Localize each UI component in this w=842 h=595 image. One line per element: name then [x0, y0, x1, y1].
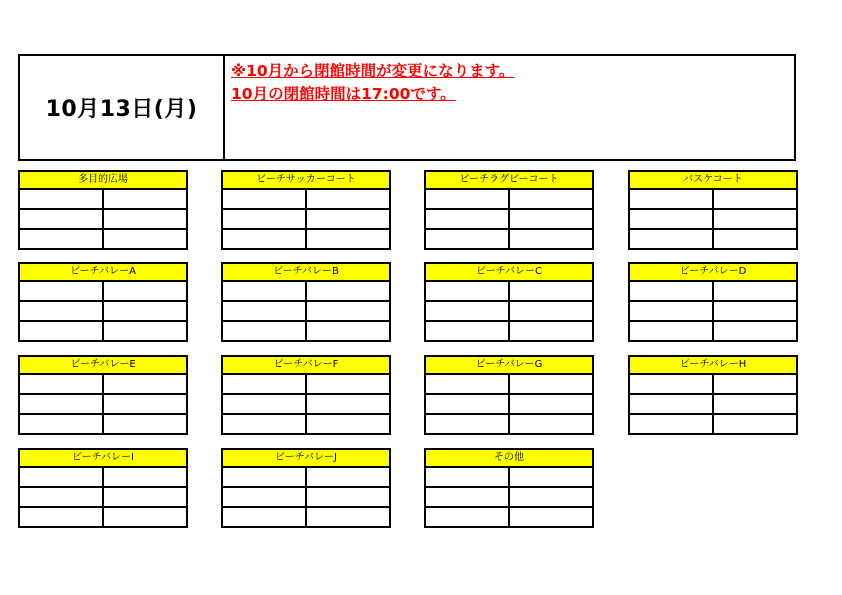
court-row: [630, 228, 796, 248]
court-row: [630, 320, 796, 340]
court-cell: [712, 282, 796, 300]
court-cell: [630, 302, 712, 320]
court-cell: [305, 395, 389, 413]
court-cell: [102, 508, 186, 526]
court-cell: [223, 210, 305, 228]
court-cell: [712, 322, 796, 340]
court-title: ビーチバレーB: [223, 264, 389, 282]
court-cell: [508, 302, 592, 320]
court-cell: [426, 230, 508, 248]
court-cell: [508, 508, 592, 526]
court-row: [630, 300, 796, 320]
court-row: [426, 468, 592, 486]
court-cell: [508, 468, 592, 486]
court-row: [426, 282, 592, 300]
court-row: [223, 320, 389, 340]
court-row: [223, 486, 389, 506]
court-cell: [223, 282, 305, 300]
court-row: [426, 300, 592, 320]
court-cell: [20, 468, 102, 486]
court-cell: [426, 375, 508, 393]
court-block-beach-volleyball-h: [628, 355, 798, 435]
court-block-beach-soccer: [221, 170, 391, 250]
court-cell: [712, 375, 796, 393]
court-row: [426, 208, 592, 228]
court-cell: [712, 302, 796, 320]
court-row: [630, 413, 796, 433]
court-cell: [223, 415, 305, 433]
court-row: [20, 393, 186, 413]
court-cell: [20, 415, 102, 433]
court-cell: [426, 282, 508, 300]
court-cell: [508, 282, 592, 300]
court-cell: [426, 508, 508, 526]
court-cell: [223, 488, 305, 506]
court-row: [20, 375, 186, 393]
court-cell: [20, 210, 102, 228]
court-block-other: [424, 448, 594, 528]
court-row: [223, 282, 389, 300]
court-row: [20, 300, 186, 320]
court-row: [223, 413, 389, 433]
notice-line-2: 10月の閉館時間は17:00です。: [231, 85, 456, 103]
court-cell: [630, 322, 712, 340]
court-cell: [305, 282, 389, 300]
court-cell: [426, 322, 508, 340]
court-cell: [305, 190, 389, 208]
court-block-beach-volleyball-c: [424, 262, 594, 342]
court-cell: [305, 375, 389, 393]
court-row: [426, 375, 592, 393]
court-row: [20, 282, 186, 300]
court-cell: [223, 230, 305, 248]
court-cell: [102, 488, 186, 506]
court-cell: [102, 322, 186, 340]
court-row: [223, 190, 389, 208]
court-row: [630, 393, 796, 413]
court-block-beach-volleyball-i: [18, 448, 188, 528]
court-cell: [20, 230, 102, 248]
court-cell: [508, 395, 592, 413]
court-cell: [305, 322, 389, 340]
court-cell: [630, 375, 712, 393]
court-cell: [426, 415, 508, 433]
court-title: バスケコート: [630, 172, 796, 190]
court-cell: [20, 302, 102, 320]
court-cell: [426, 468, 508, 486]
court-cell: [20, 395, 102, 413]
header-box: [18, 54, 796, 161]
court-row: [426, 486, 592, 506]
court-row: [630, 208, 796, 228]
court-row: [426, 320, 592, 340]
court-cell: [223, 468, 305, 486]
court-title: ビーチバレーI: [20, 450, 186, 468]
court-cell: [508, 190, 592, 208]
court-title: ビーチバレーD: [630, 264, 796, 282]
court-cell: [508, 210, 592, 228]
court-cell: [305, 468, 389, 486]
court-cell: [426, 210, 508, 228]
court-row: [426, 393, 592, 413]
court-cell: [712, 190, 796, 208]
court-cell: [426, 488, 508, 506]
court-title: ビーチバレーC: [426, 264, 592, 282]
court-cell: [102, 302, 186, 320]
court-cell: [223, 508, 305, 526]
court-cell: [223, 395, 305, 413]
court-cell: [508, 230, 592, 248]
court-title: ビーチラグビーコート: [426, 172, 592, 190]
court-title: ビーチバレーA: [20, 264, 186, 282]
court-row: [223, 208, 389, 228]
court-cell: [20, 282, 102, 300]
court-cell: [712, 210, 796, 228]
court-cell: [630, 230, 712, 248]
court-cell: [426, 302, 508, 320]
court-block-multipurpose-plaza: [18, 170, 188, 250]
court-cell: [508, 488, 592, 506]
court-block-beach-volleyball-a: [18, 262, 188, 342]
court-cell: [102, 210, 186, 228]
court-row: [426, 506, 592, 526]
court-cell: [102, 375, 186, 393]
court-cell: [426, 395, 508, 413]
court-block-beach-volleyball-g: [424, 355, 594, 435]
court-title: ビーチバレーE: [20, 357, 186, 375]
court-title: ビーチバレーH: [630, 357, 796, 375]
court-cell: [508, 415, 592, 433]
court-cell: [102, 395, 186, 413]
court-row: [20, 486, 186, 506]
court-cell: [305, 230, 389, 248]
court-cell: [426, 190, 508, 208]
court-cell: [630, 415, 712, 433]
court-cell: [508, 322, 592, 340]
court-block-beach-volleyball-j: [221, 448, 391, 528]
court-row: [20, 413, 186, 433]
court-cell: [102, 230, 186, 248]
court-cell: [305, 415, 389, 433]
court-row: [630, 375, 796, 393]
court-row: [20, 208, 186, 228]
court-cell: [20, 190, 102, 208]
court-row: [630, 190, 796, 208]
court-row: [223, 300, 389, 320]
court-cell: [630, 210, 712, 228]
court-cell: [102, 468, 186, 486]
court-cell: [102, 415, 186, 433]
notice-line-1: ※10月から閉館時間が変更になります。: [231, 62, 515, 80]
court-block-beach-volleyball-f: [221, 355, 391, 435]
court-block-beach-volleyball-d: [628, 262, 798, 342]
court-title: ビーチバレーF: [223, 357, 389, 375]
court-cell: [712, 230, 796, 248]
court-row: [630, 282, 796, 300]
court-cell: [20, 322, 102, 340]
court-row: [20, 228, 186, 248]
court-cell: [223, 322, 305, 340]
court-row: [223, 393, 389, 413]
notice-box: [225, 56, 520, 159]
court-cell: [223, 302, 305, 320]
court-cell: [223, 190, 305, 208]
court-cell: [20, 488, 102, 506]
court-row: [426, 228, 592, 248]
court-title: ビーチバレーJ: [223, 450, 389, 468]
court-cell: [223, 375, 305, 393]
court-cell: [712, 395, 796, 413]
court-block-basketball: [628, 170, 798, 250]
court-row: [20, 506, 186, 526]
court-row: [20, 468, 186, 486]
court-block-beach-rugby: [424, 170, 594, 250]
court-block-beach-volleyball-b: [221, 262, 391, 342]
court-cell: [20, 508, 102, 526]
court-cell: [712, 415, 796, 433]
court-row: [20, 320, 186, 340]
court-row: [426, 190, 592, 208]
court-cell: [102, 282, 186, 300]
court-cell: [305, 508, 389, 526]
court-row: [426, 413, 592, 433]
court-row: [20, 190, 186, 208]
court-cell: [305, 210, 389, 228]
court-cell: [630, 190, 712, 208]
court-row: [223, 375, 389, 393]
court-cell: [630, 395, 712, 413]
court-title: 多目的広場: [20, 172, 186, 190]
court-row: [223, 468, 389, 486]
date-title: 10月13日(月): [20, 56, 225, 159]
court-cell: [305, 488, 389, 506]
court-title: ビーチサッカーコート: [223, 172, 389, 190]
court-cell: [102, 190, 186, 208]
court-cell: [630, 282, 712, 300]
court-row: [223, 228, 389, 248]
court-title: その他: [426, 450, 592, 468]
court-cell: [508, 375, 592, 393]
court-row: [223, 506, 389, 526]
court-cell: [305, 302, 389, 320]
court-block-beach-volleyball-e: [18, 355, 188, 435]
court-title: ビーチバレーG: [426, 357, 592, 375]
court-cell: [20, 375, 102, 393]
